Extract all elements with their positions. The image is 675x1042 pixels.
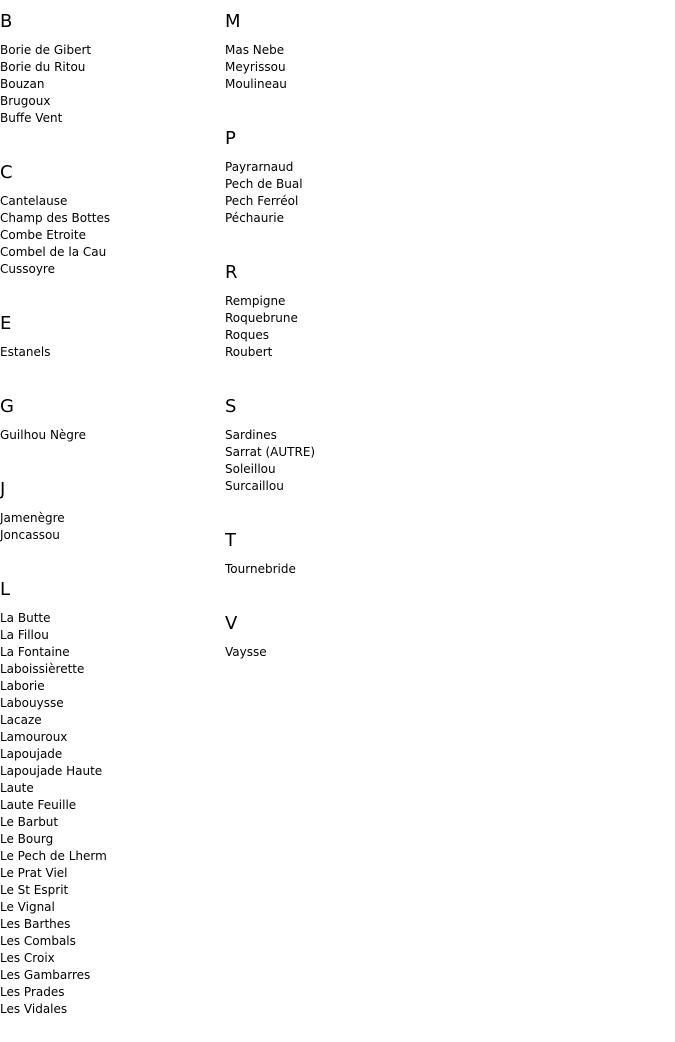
place-link-payrarnaud[interactable]: Payrarnaud	[225, 160, 294, 174]
list-item	[225, 444, 445, 461]
letter-heading: V	[225, 613, 238, 634]
list-item	[0, 729, 220, 746]
entry-list	[225, 561, 445, 578]
list-item	[0, 967, 220, 984]
letter-heading: G	[0, 396, 14, 417]
place-link-sardines[interactable]: Sardines	[225, 428, 277, 442]
place-link-cussoyre[interactable]: Cussoyre	[0, 262, 55, 276]
place-link-mas-nebe[interactable]: Mas Nebe	[225, 43, 285, 57]
list-item	[0, 848, 220, 865]
list-item	[225, 561, 445, 578]
list-item	[0, 1001, 220, 1018]
list-item	[225, 461, 445, 478]
place-link-rempigne[interactable]: Rempigne	[225, 294, 286, 308]
list-item	[0, 244, 220, 261]
entry-list	[225, 427, 445, 495]
place-link-combe-etroite[interactable]: Combe Etroite	[0, 228, 86, 242]
letter-group-m	[225, 0, 445, 93]
place-link-champ-des-bottes[interactable]: Champ des Bottes	[0, 211, 111, 225]
list-item	[0, 933, 220, 950]
list-item	[0, 712, 220, 729]
list-item	[0, 261, 220, 278]
entry-list	[225, 159, 445, 227]
letter-heading: C	[0, 162, 13, 183]
list-item	[225, 42, 445, 59]
place-link-le-barbut[interactable]: Le Barbut	[0, 815, 59, 829]
place-link-lapoujade-haute[interactable]: Lapoujade Haute	[0, 764, 103, 778]
place-link-laborie[interactable]: Laborie	[0, 679, 45, 693]
letter-heading: T	[225, 530, 236, 551]
entry-list	[0, 344, 220, 361]
place-link-pechaurie[interactable]: Péchaurie	[225, 211, 285, 225]
list-item	[225, 293, 445, 310]
list-item	[225, 327, 445, 344]
place-link-lapoujade[interactable]: Lapoujade	[0, 747, 63, 761]
place-link-les-vidales[interactable]: Les Vidales	[0, 1002, 68, 1016]
list-item	[0, 610, 220, 627]
letter-heading: R	[225, 262, 238, 283]
letter-group-g	[0, 385, 220, 444]
list-item	[225, 210, 445, 227]
place-link-les-gambarres[interactable]: Les Gambarres	[0, 968, 91, 982]
place-link-borie-de-gibert[interactable]: Borie de Gibert	[0, 43, 92, 57]
place-link-guilhou-negre[interactable]: Guilhou Nègre	[0, 428, 86, 442]
list-item	[225, 76, 445, 93]
place-link-le-prat-viel[interactable]: Le Prat Viel	[0, 866, 68, 880]
place-link-meyrissou[interactable]: Meyrissou	[225, 60, 286, 74]
list-item	[0, 678, 220, 695]
letter-group-s	[225, 385, 445, 495]
place-link-roques[interactable]: Roques	[225, 328, 269, 342]
list-item	[0, 210, 220, 227]
place-link-brugoux[interactable]: Brugoux	[0, 94, 51, 108]
place-link-labouysse[interactable]: Labouysse	[0, 696, 64, 710]
entry-list	[0, 510, 220, 544]
place-link-lamouroux[interactable]: Lamouroux	[0, 730, 68, 744]
list-item	[225, 159, 445, 176]
list-item	[0, 42, 220, 59]
list-item	[0, 76, 220, 93]
place-link-pech-de-bual[interactable]: Pech de Bual	[225, 177, 303, 191]
place-link-laute[interactable]: Laute	[0, 781, 34, 795]
list-item	[0, 344, 220, 361]
place-link-sarrat-autre[interactable]: Sarrat (AUTRE)	[225, 445, 316, 459]
list-item	[0, 984, 220, 1001]
place-link-la-fillou[interactable]: La Fillou	[0, 628, 49, 642]
place-link-le-st-esprit[interactable]: Le St Esprit	[0, 883, 69, 897]
list-item	[0, 780, 220, 797]
place-link-joncassou[interactable]: Joncassou	[0, 528, 60, 542]
place-link-la-fontaine[interactable]: La Fontaine	[0, 645, 70, 659]
list-item	[225, 59, 445, 76]
place-link-borie-du-ritou[interactable]: Borie du Ritou	[0, 60, 86, 74]
list-item	[0, 763, 220, 780]
list-item	[225, 478, 445, 495]
letter-heading: P	[225, 128, 236, 149]
list-item	[0, 950, 220, 967]
place-link-bouzan[interactable]: Bouzan	[0, 77, 45, 91]
letter-group-c	[0, 151, 220, 278]
list-item	[225, 193, 445, 210]
place-link-combel-de-la-cau[interactable]: Combel de la Cau	[0, 245, 107, 259]
entry-list	[0, 42, 220, 127]
list-item	[0, 899, 220, 916]
place-link-estanels[interactable]: Estanels	[0, 345, 51, 359]
letter-group-r	[225, 251, 445, 361]
entry-list	[0, 610, 220, 1018]
list-item	[0, 644, 220, 661]
list-item	[0, 93, 220, 110]
place-link-jamenegre[interactable]: Jamenègre	[0, 511, 65, 525]
list-item	[0, 110, 220, 127]
index-column-right	[225, 0, 445, 685]
letter-group-v	[225, 602, 445, 661]
list-item	[0, 627, 220, 644]
entry-list	[225, 293, 445, 361]
place-link-buffe-vent[interactable]: Buffe Vent	[0, 111, 63, 125]
list-item	[0, 510, 220, 527]
list-item	[225, 344, 445, 361]
list-item	[0, 527, 220, 544]
index-column-left	[0, 0, 220, 1042]
list-item	[225, 644, 445, 661]
letter-heading: M	[225, 11, 241, 32]
letter-heading: E	[0, 313, 12, 334]
place-link-pech-ferreol[interactable]: Pech Ferréol	[225, 194, 299, 208]
place-link-le-pech-de-lherm[interactable]: Le Pech de Lherm	[0, 849, 107, 863]
entry-list	[0, 427, 220, 444]
letter-heading: B	[0, 11, 13, 32]
list-item	[0, 427, 220, 444]
letter-group-j	[0, 468, 220, 544]
place-link-vaysse[interactable]: Vaysse	[225, 645, 267, 659]
list-item	[0, 193, 220, 210]
letter-heading: L	[0, 579, 11, 600]
letter-group-b	[0, 0, 220, 127]
list-item	[225, 310, 445, 327]
letter-heading: J	[0, 479, 6, 500]
place-link-lacaze[interactable]: Lacaze	[0, 713, 42, 727]
list-item	[0, 746, 220, 763]
place-link-le-vignal[interactable]: Le Vignal	[0, 900, 55, 914]
list-item	[0, 865, 220, 882]
letter-group-l	[0, 568, 220, 1018]
place-link-les-croix[interactable]: Les Croix	[0, 951, 55, 965]
place-link-les-prades[interactable]: Les Prades	[0, 985, 65, 999]
entry-list	[225, 644, 445, 661]
list-item	[0, 814, 220, 831]
place-link-surcaillou[interactable]: Surcaillou	[225, 479, 284, 493]
list-item	[0, 882, 220, 899]
list-item	[0, 831, 220, 848]
letter-group-p	[225, 117, 445, 227]
list-item	[225, 427, 445, 444]
list-item	[0, 59, 220, 76]
place-link-laute-feuille[interactable]: Laute Feuille	[0, 798, 77, 812]
place-link-la-butte[interactable]: La Butte	[0, 611, 51, 625]
entry-list	[0, 193, 220, 278]
place-link-tournebride[interactable]: Tournebride	[225, 562, 296, 576]
list-item	[225, 176, 445, 193]
list-item	[0, 797, 220, 814]
list-item	[0, 695, 220, 712]
place-link-soleillou[interactable]: Soleillou	[225, 462, 276, 476]
place-link-roubert[interactable]: Roubert	[225, 345, 273, 359]
place-link-le-bourg[interactable]: Le Bourg	[0, 832, 54, 846]
letter-group-e	[0, 302, 220, 361]
place-link-les-combals[interactable]: Les Combals	[0, 934, 76, 948]
list-item	[0, 227, 220, 244]
letter-group-t	[225, 519, 445, 578]
place-link-laboissierette[interactable]: Laboissièrette	[0, 662, 85, 676]
list-item	[0, 661, 220, 678]
place-link-roquebrune[interactable]: Roquebrune	[225, 311, 298, 325]
place-link-cantelause[interactable]: Cantelause	[0, 194, 68, 208]
entry-list	[225, 42, 445, 93]
place-link-les-barthes[interactable]: Les Barthes	[0, 917, 71, 931]
place-link-moulineau[interactable]: Moulineau	[225, 77, 287, 91]
list-item	[0, 916, 220, 933]
letter-heading: S	[225, 396, 237, 417]
